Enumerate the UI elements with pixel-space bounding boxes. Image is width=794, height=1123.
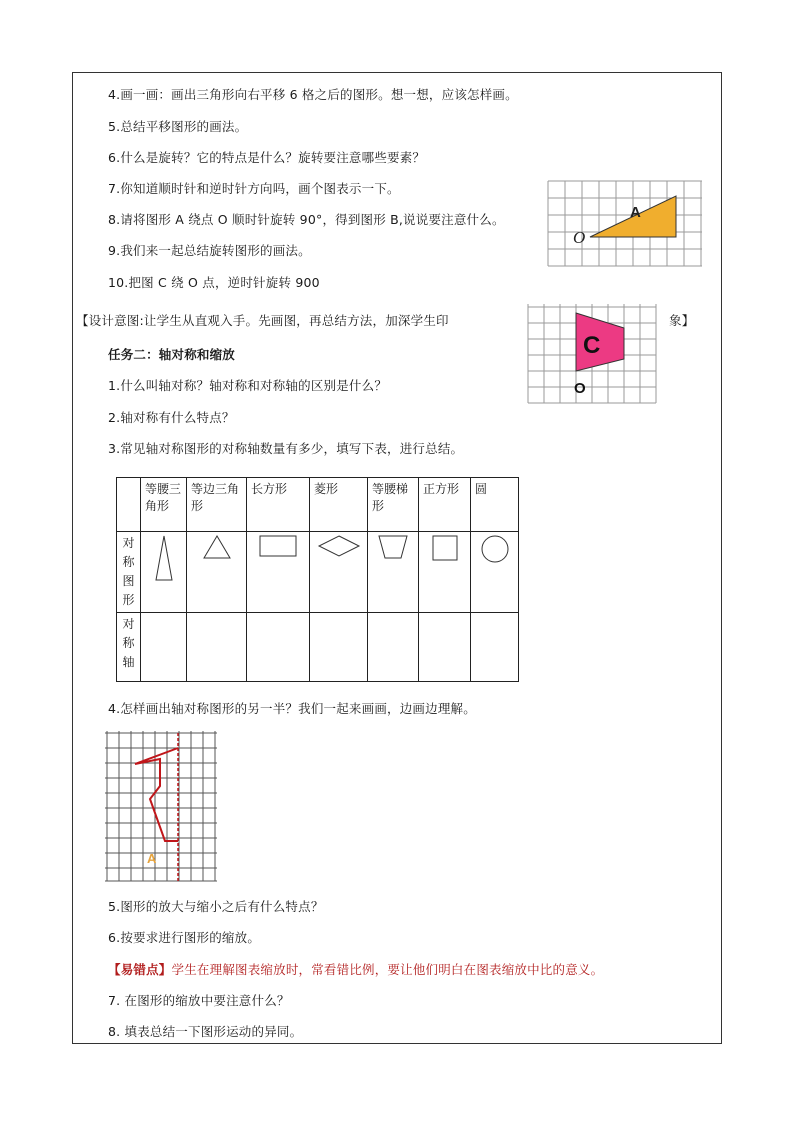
col-header: 圆 — [471, 478, 519, 532]
task2-q5: 5.图形的放大与缩小之后有什么特点？ — [108, 899, 324, 914]
table-header-row — [117, 478, 519, 532]
row-label-axis: 对称轴 — [117, 613, 141, 682]
question-9: 9.我们来一起总结旋转图形的画法。 — [108, 243, 311, 258]
col-header: 等腰三角形 — [141, 478, 187, 532]
axis-cell[interactable] — [247, 613, 310, 682]
design-intent: 【设计意图:让学生从直观入手。先画图，再总结方法，加深学生印 — [76, 313, 449, 328]
error-label: 【易错点】 — [108, 962, 172, 977]
label-a-symmetry: A — [147, 851, 157, 866]
label-o: O — [573, 228, 586, 247]
task2-q3: 3.常见轴对称图形的对称轴数量有多少，填写下表，进行总结。 — [108, 441, 464, 456]
trapezoid-c-figure — [527, 303, 659, 405]
task2-q7: 7. 在图形的缩放中要注意什么？ — [108, 993, 290, 1008]
rhombus-cell — [310, 532, 368, 613]
half-figure — [135, 748, 178, 841]
equilateral-triangle-shape — [202, 534, 232, 560]
table-corner-cell — [117, 478, 141, 532]
question-10: 10.把图 C 绕 O 点，逆时针旋转 900 — [108, 275, 320, 290]
label-c: C — [583, 332, 601, 359]
col-header: 长方形 — [247, 478, 310, 532]
axis-cell[interactable] — [310, 613, 368, 682]
figure-row — [117, 532, 519, 613]
axis-cell[interactable] — [471, 613, 519, 682]
error-text: 学生在理解图表缩放时，常看错比例，要让他们明白在图表缩放中比的意义。 — [171, 962, 604, 977]
task2-q2: 2.轴对称有什么特点？ — [108, 410, 235, 425]
question-7: 7.你知道顺时针和逆时针方向吗，画个图表示一下。 — [108, 181, 400, 196]
question-5: 5.总结平移图形的画法。 — [108, 119, 248, 134]
circle-shape — [480, 534, 510, 564]
label-a: A — [630, 204, 641, 221]
axis-cell[interactable] — [187, 613, 247, 682]
axis-row — [117, 613, 519, 682]
error-prone-note — [108, 960, 603, 978]
circle-cell — [471, 532, 519, 613]
label-o-c: O — [574, 380, 586, 397]
rhombus-shape — [317, 534, 361, 558]
square-shape — [431, 534, 459, 562]
design-intent-tail: 象】 — [669, 313, 695, 328]
symmetry-grid-figure — [105, 731, 219, 883]
isosceles-triangle-cell — [141, 532, 187, 613]
symmetry-table — [116, 477, 519, 682]
isosceles-trapezoid-shape — [377, 534, 409, 560]
row-label-figure: 对称图形 — [117, 532, 141, 613]
task2-title: 任务二：轴对称和缩放 — [108, 347, 236, 362]
axis-cell[interactable] — [141, 613, 187, 682]
task2-q6: 6.按要求进行图形的缩放。 — [108, 930, 261, 945]
col-header: 菱形 — [310, 478, 368, 532]
question-4: 4.画一画：画出三角形向右平移 6 格之后的图形。想一想，应该怎样画。 — [108, 87, 518, 102]
col-header: 正方形 — [419, 478, 471, 532]
col-header: 等边三角形 — [187, 478, 247, 532]
equilateral-triangle-cell — [187, 532, 247, 613]
axis-cell[interactable] — [419, 613, 471, 682]
square-cell — [419, 532, 471, 613]
question-6: 6.什么是旋转？它的特点是什么？旋转要注意哪些要素？ — [108, 150, 426, 165]
task2-q4: 4.怎样画出轴对称图形的另一半？我们一起来画画，边画边理解。 — [108, 701, 476, 716]
isosceles-triangle-shape — [152, 534, 176, 582]
question-8: 8.请将图形 A 绕点 O 顺时针旋转 90°，得到图形 B,说说要注意什么。 — [108, 212, 505, 227]
rectangle-shape — [258, 534, 298, 558]
isosceles-trapezoid-cell — [368, 532, 419, 613]
task2-q8: 8. 填表总结一下图形运动的异同。 — [108, 1024, 303, 1039]
rectangle-cell — [247, 532, 310, 613]
axis-cell[interactable] — [368, 613, 419, 682]
rotation-grid-figure — [546, 180, 706, 268]
col-header: 等腰梯形 — [368, 478, 419, 532]
task2-q1: 1.什么叫轴对称？轴对称和对称轴的区别是什么？ — [108, 378, 388, 393]
